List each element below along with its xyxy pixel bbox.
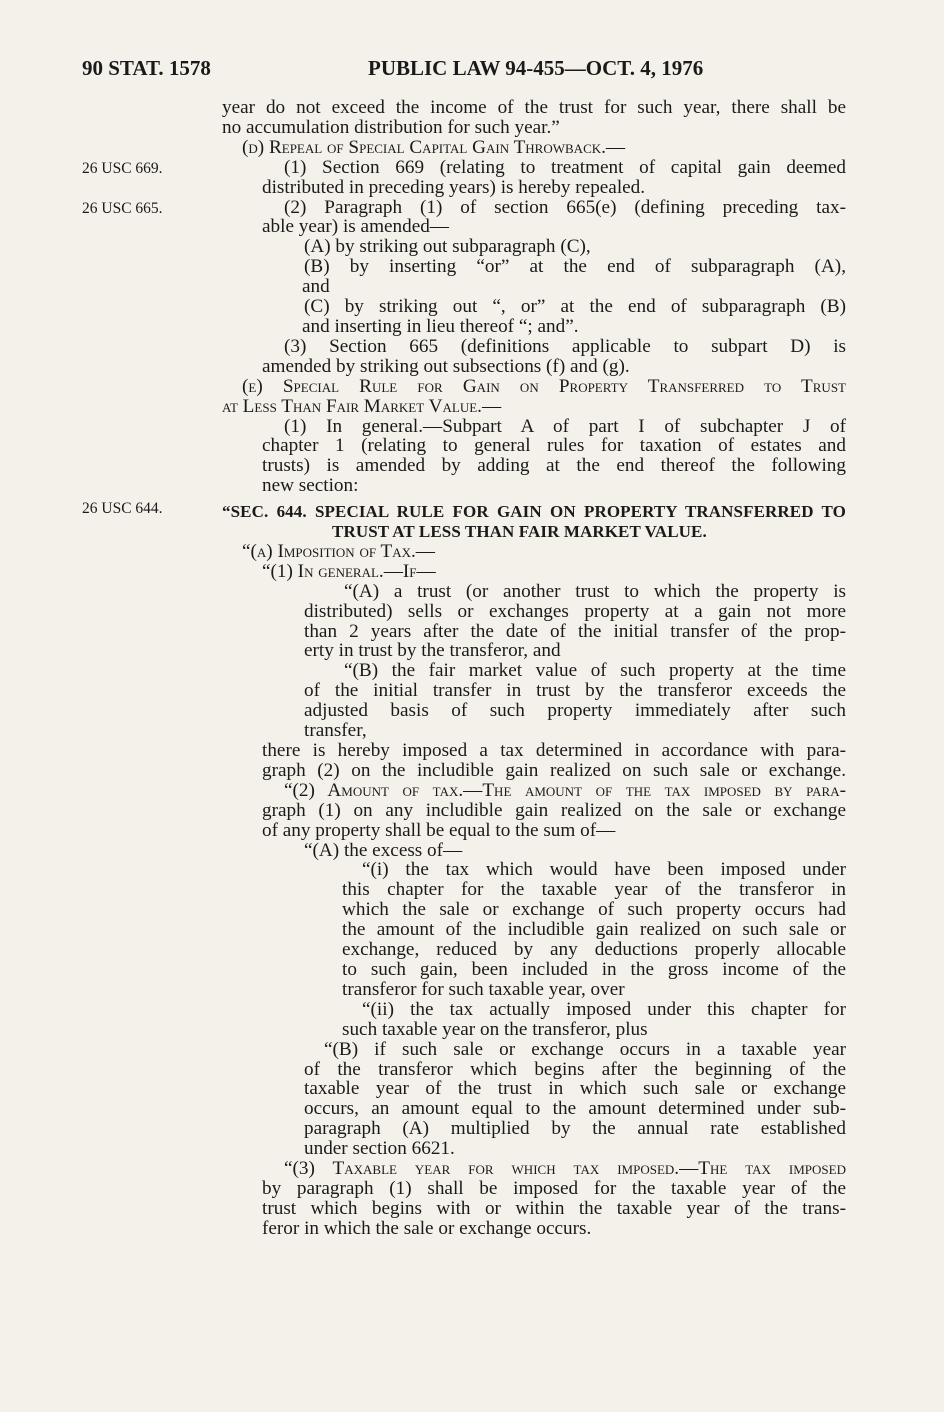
text-line: “(B) the fair market value of such property at the time [344,660,846,682]
subsection-heading: “(a) Imposition of Tax.— [242,540,435,562]
margin-note: 26 USC 669. [82,160,163,177]
subsection-heading: (d) Repeal of Special Capital Gain Throwback.— [242,136,626,158]
subsection-heading: (e) Special Rule for Gain on Property Transferred to Trust [242,375,846,397]
text-line: trust which begins with or within the taxable year of the trans- [262,1197,846,1219]
text-line: “(A) the excess of— [304,839,463,861]
text-line: able year) is amended— [262,216,449,238]
text-line: “(A) a trust (or another trust to which the property is [344,580,846,602]
text-line: to such gain, been included in the gross income of the [342,958,846,980]
text-line: “(ii) the tax actually imposed under this chapter for [362,998,846,1020]
statute-body [222,98,846,1239]
text-line: (2) Paragraph (1) of section 665(e) (defining preceding tax- [284,196,846,218]
text-line: exchange, reduced by any deductions properly allocable [342,939,846,961]
text-line: such taxable year on the transferor, plus [342,1018,648,1040]
text-line: taxable year of the trust in which such sale or exchange [304,1078,846,1100]
text-line: amended by striking out subsections (f) and (g). [262,355,630,377]
text-line: than 2 years after the date of the initial transfer of the prop- [304,620,846,642]
text-line: graph (1) on any includible gain realized on the sale or exchange [262,799,846,821]
text-line: (C) by striking out “, or” at the end of subparagraph (B) [304,296,846,318]
text-line: which the sale or exchange of such property occurs had [342,899,846,921]
margin-note: 26 USC 644. [82,500,163,517]
text-line: transfer, [304,720,367,742]
text-line: trusts) is amended by adding at the end thereof the following [262,455,846,477]
text-line: feror in which the sale or exchange occurs. [262,1217,592,1239]
text-line: adjusted basis of such property immediately after such [304,700,846,722]
text-line: and inserting in lieu thereof “; and”. [302,315,579,337]
text-line: (1) In general.—Subpart A of part I of subchapter J of [284,415,846,437]
text-line: (A) by striking out subparagraph (C), [304,236,591,258]
text-line: (1) Section 669 (relating to treatment of capital gain deemed [284,156,846,178]
text-line: by paragraph (1) shall be imposed for the taxable year of the [262,1177,846,1199]
text-line: erty in trust by the transferor, and [304,640,561,662]
text-line: there is hereby imposed a tax determined in accordance with para- [262,740,846,761]
subsection-heading: at Less Than Fair Market Value.— [222,395,502,417]
text-line: occurs, an amount equal to the amount determined under sub- [304,1098,846,1120]
text-line: chapter 1 (relating to general rules for taxation of estates and [262,435,846,457]
text-line: transferor for such taxable year, over [342,978,625,1000]
text-line: and [302,276,330,298]
section-heading: “SEC. 644. SPECIAL RULE FOR GAIN ON PROPERTY TRANSFERRED TO [222,502,846,522]
text-line: of any property shall be equal to the sum of— [262,819,616,841]
text-line: under section 6621. [304,1138,455,1160]
text-line: “(i) the tax which would have been imposed under [362,859,846,881]
paragraph-heading: “(2) Amount of tax.—The amount of the tax imposed by para- [284,779,846,801]
text-line: of the initial transfer in trust by the transferor exceeds the [304,680,846,702]
text-line: distributed in preceding years) is hereby repealed. [262,176,646,198]
section-heading: TRUST AT LESS THAN FAIR MARKET VALUE. [332,522,707,542]
text-line: “(B) if such sale or exchange occurs in a taxable year [324,1038,846,1060]
text-line: graph (2) on the includible gain realized on such sale or exchange. [262,759,846,781]
text-line: no accumulation distribution for such year.” [222,116,560,138]
text-line: year do not exceed the income of the trust for such year, there shall be [222,97,846,118]
text-line: (3) Section 665 (definitions applicable to subpart D) is [284,335,846,357]
text-line: paragraph (A) multiplied by the annual rate established [304,1118,846,1140]
page-title: PUBLIC LAW 94-455—OCT. 4, 1976 [368,56,704,80]
text-line: new section: [262,475,359,497]
paragraph-heading: “(1) In general.—If— [262,560,436,582]
text-line: the amount of the includible gain realized on such sale or [342,919,846,941]
text-line: of the transferor which begins after the beginning of the [304,1058,846,1080]
statute-citation: 90 STAT. 1578 [82,56,211,80]
margin-note: 26 USC 665. [82,200,163,217]
text-line: (B) by inserting “or” at the end of subparagraph (A), [304,256,846,278]
text-line: distributed) sells or exchanges property at a gain not more [304,600,846,622]
paragraph-heading: “(3) Taxable year for which tax imposed.—The tax imposed [284,1158,846,1180]
text-line: this chapter for the taxable year of the transferor in [342,879,846,901]
